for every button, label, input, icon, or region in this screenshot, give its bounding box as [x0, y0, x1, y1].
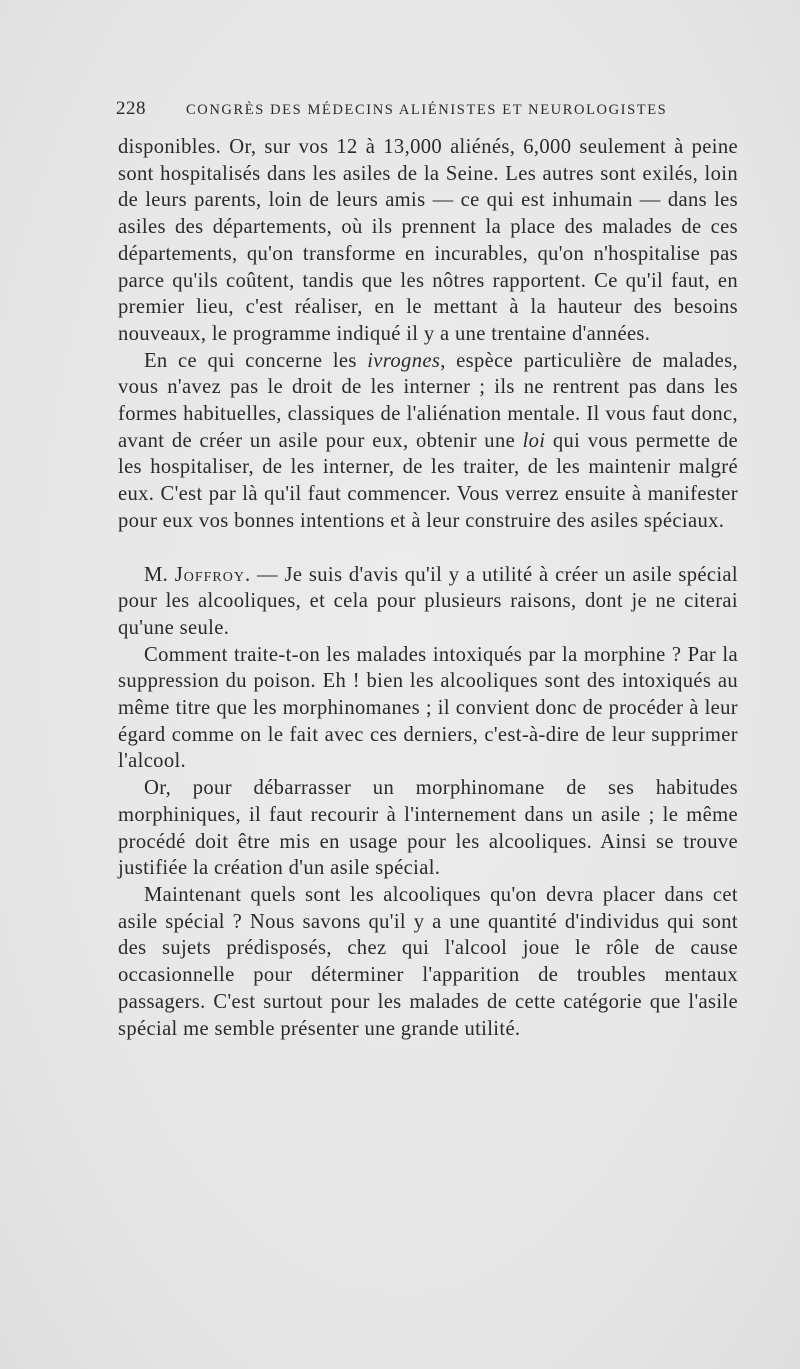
paragraph-6: Maintenant quels sont les alcooliques qu'on devra placer dans cet asile spécial ? Nous savons qu'il y a une quantité d'individus qui sont des sujets prédisposés, chez qui l'alcool joue le rôle de cause occasionnelle pour déterminer l'apparition de troubles mentaux passagers. C'est surtout pour les malades de cette catégorie que l'asile spécial me semble présenter une grande utilité.: [118, 883, 738, 1040]
speaker-prefix: M.: [144, 563, 175, 586]
page-header: [116, 98, 738, 124]
emphasis-loi: loi: [522, 429, 546, 452]
paragraph-5: Or, pour débarrasser un morphinomane de ses habitudes morphiniques, il faut recourir à l'internement dans un asile ; le même procédé doit être mis en usage pour les alcooliques. Ainsi se trouve justifiée la création d'un asile spécial.: [118, 777, 738, 880]
paragraph-1: disponibles. Or, sur vos 12 à 13,000 aliénés, 6,000 seulement à peine sont hospitalisés dans les asiles de la Seine. Les autres sont exilés, loin de leurs parents, loin de leurs amis — ce qui est inhumain — dans les asiles des départements, où ils prennent la place des malades de ces départements, qu'on transforme en incurables, qu'on n'hospitalise pas parce qu'ils coûtent, tandis que les nôtres rapportent. Ce qu'il faut, en premier lieu, c'est réaliser, en le mettant à la hauteur des besoins nouveaux, le programme indiqué il y a une trentaine d'années.: [118, 136, 738, 345]
emphasis-ivrognes: ivrognes: [367, 349, 441, 372]
paragraph-2-end: qui vous permette de les hospitaliser, de les interner, de les traiter, de les maintenir malgré eux. C'est par là qu'il faut commencer. Vous verrez ensuite à manifester pour eux vos bonnes intentions et à leur construire des asiles spéciaux.: [118, 429, 739, 532]
paragraph-2-start: En ce qui concerne les: [144, 349, 368, 372]
paragraph-2-middle: , espèce particulière de malades, vous n'avez pas le droit de les interner ; ils ne rentrent pas dans les formes habituelles, classiques de l'aliénation mentale. Il vous faut donc, avant de créer un asile pour eux, obtenir une: [118, 349, 739, 452]
paragraph-4: Comment traite-t-on les malades intoxiqués par la morphine ? Par la suppression du poison. Eh ! bien les alcooliques sont des intoxiqués au même titre que les morphinomanes ; il convient donc de procéder à leur égard comme on le fait avec ces derniers, c'est-à-dire de leur supprimer l'alcool.: [118, 643, 738, 773]
running-head: CONGRÈS DES MÉDECINS ALIÉNISTES ET NEUROLOGISTES: [186, 102, 668, 118]
paragraph-3: [118, 562, 738, 642]
page-number: 228: [116, 98, 146, 119]
paragraph-3-text: . — Je suis d'avis qu'il y a utilité à créer un asile spécial pour les alcooliques, et cela pour plusieurs raisons, dont je ne citerai qu'une seule.: [118, 563, 738, 639]
body-text: [118, 134, 738, 1042]
paragraph-2: [118, 348, 738, 535]
speaker-name: Joffroy: [174, 563, 245, 586]
